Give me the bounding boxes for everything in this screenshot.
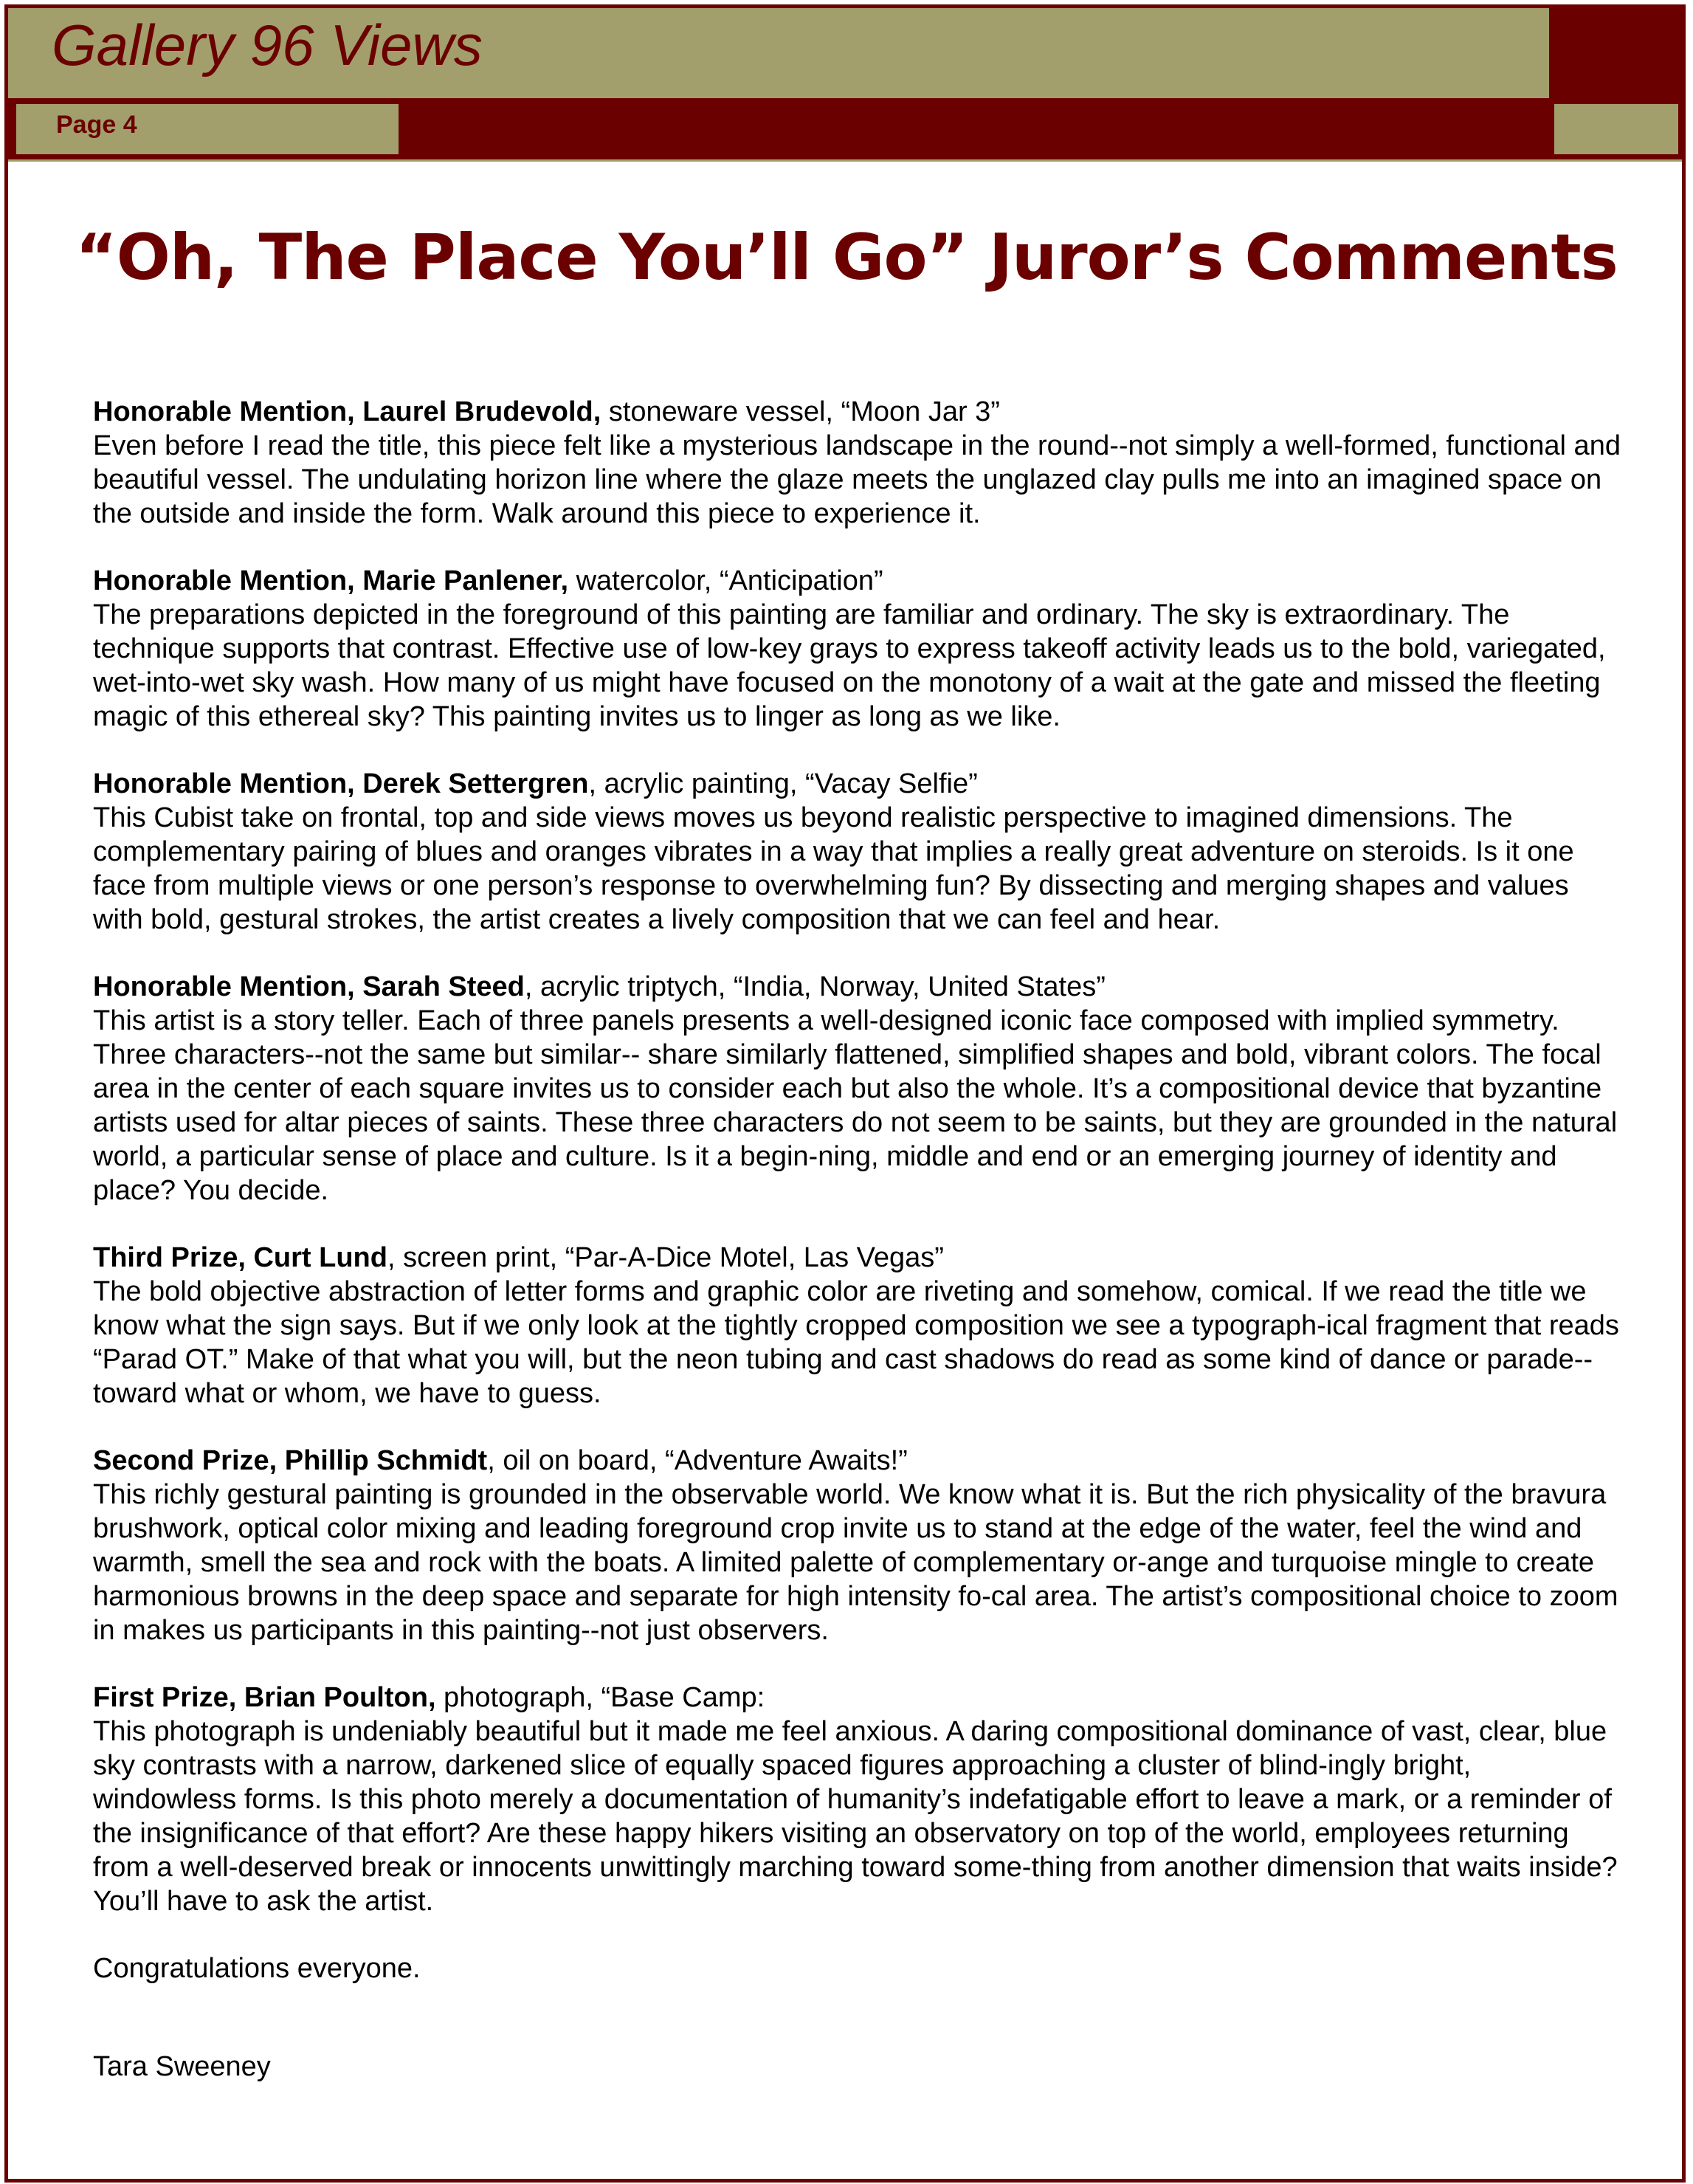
award-title: Third Prize, Curt Lund bbox=[93, 1242, 387, 1273]
juror-comment: This Cubist take on frontal, top and side views moves us beyond realistic perspective to imagined dimensions. The complementary pairing of blues and oranges vibrates in a way that implies a really great adventure on steroids. Is it one face from multiple views or one person’s response to overwhelming fun? By dissecting and merging shapes and values with bold, gestural strokes, the artist creates a lively composition that we can feel and hear. bbox=[93, 802, 1574, 935]
award-title: First Prize, Brian Poulton, bbox=[93, 1682, 436, 1713]
entry-heading bbox=[93, 970, 1621, 1004]
award-title: Honorable Mention, Marie Panlener, bbox=[93, 565, 569, 596]
header-corner-block bbox=[1549, 8, 1682, 104]
award-entry bbox=[93, 767, 1621, 937]
juror-comment: This photograph is undeniably beautiful but it made me feel anxious. A daring compositional dominance of vast, clear, blue sky contrasts with a narrow, darkened slice of equally spaced figures approaching a cluster of blind-ingly bright, windowless forms. Is this photo merely a documentation of humanity’s indefatigable effort to leave a mark, or a reminder of the insignificance of that effort? Are these happy hikers visiting an observatory on top of the world, employees returning from a well-deserved break or innocents unwittingly marching toward some-thing from another dimension that waits inside? You’ll have to ask the artist. bbox=[93, 1716, 1618, 1917]
award-entry bbox=[93, 1681, 1621, 1918]
article-body bbox=[93, 395, 1621, 2084]
juror-comment: Even before I read the title, this piece felt like a mysterious landscape in the round--not simply a well-formed, functional and beautiful vessel. The undulating horizon line where the glaze meets the unglazed clay pulls me into an imagined space on the outside and inside the form. Walk around this piece to experience it. bbox=[93, 430, 1621, 529]
award-entry bbox=[93, 970, 1621, 1208]
artwork-details: , oil on board, “Adventure Awaits!” bbox=[487, 1445, 908, 1476]
header-divider bbox=[8, 159, 1682, 162]
closing-line: Congratulations everyone. bbox=[93, 1953, 421, 1984]
award-entry bbox=[93, 1444, 1621, 1647]
award-entry bbox=[93, 564, 1621, 734]
article-title: “Oh, The Place You’ll Go” Juror’s Comments bbox=[75, 221, 1618, 294]
award-entry bbox=[93, 1241, 1621, 1410]
juror-comment: This richly gestural painting is grounded in the observable world. We know what it is. But the rich physicality of the bravura brushwork, optical color mixing and leading foreground crop invite us to stand at the edge of the water, feel the wind and warmth, smell the sea and rock with the boats. A limited palette of complementary or-ange and turquoise mingle to create harmonious browns in the deep space and separate for high intensity fo-cal area. The artist’s compositional choice to zoom in makes us participants in this painting--not just observers. bbox=[93, 1479, 1618, 1646]
award-title: Honorable Mention, Derek Settergren bbox=[93, 768, 589, 799]
entry-heading bbox=[93, 767, 1621, 801]
award-title: Second Prize, Phillip Schmidt bbox=[93, 1445, 488, 1476]
artwork-details: , acrylic painting, “Vacay Selfie” bbox=[588, 768, 978, 799]
newsletter-title: Gallery 96 Views bbox=[52, 13, 483, 77]
page-number: Page 4 bbox=[56, 111, 137, 139]
entry-heading bbox=[93, 1444, 1621, 1478]
header-corner-tab bbox=[1554, 104, 1678, 154]
artwork-details: stoneware vessel, “Moon Jar 3” bbox=[601, 396, 1000, 427]
entry-heading bbox=[93, 1241, 1621, 1275]
artwork-details: photograph, “Base Camp: bbox=[435, 1682, 765, 1713]
award-title: Honorable Mention, Laurel Brudevold, bbox=[93, 396, 601, 427]
artwork-details: , acrylic triptych, “India, Norway, United States” bbox=[524, 971, 1106, 1002]
award-title: Honorable Mention, Sarah Steed bbox=[93, 971, 525, 1002]
entry-heading bbox=[93, 395, 1621, 429]
entry-heading bbox=[93, 564, 1621, 598]
entry-heading bbox=[93, 1681, 1621, 1715]
artwork-details: , screen print, “Par-A-Dice Motel, Las Vegas” bbox=[387, 1242, 944, 1273]
award-entry bbox=[93, 395, 1621, 531]
artwork-details: watercolor, “Anticipation” bbox=[568, 565, 883, 596]
juror-comment: This artist is a story teller. Each of three panels presents a well-designed iconic face composed with implied symmetry. Three characters--not the same but similar-- share similarly flattened, simplified shapes and bold, vibrant colors. The focal area in the center of each square invites us to consider each but also the whole. It’s a compositional device that byzantine artists used for altar pieces of saints. These three characters do not seem to be saints, but they are grounded in the natural world, a particular sense of place and culture. Is it a begin-ning, middle and end or an emerging journey of identity and place? You decide. bbox=[93, 1005, 1618, 1206]
juror-comment: The bold objective abstraction of letter forms and graphic color are riveting and somehow, comical. If we read the title we know what the sign says. But if we only look at the tightly cropped composition we see a typograph-ical fragment that reads “Parad OT.” Make of that what you will, but the neon tubing and cast shadows do read as some kind of dance or parade--toward what or whom, we have to guess. bbox=[93, 1276, 1619, 1409]
juror-comment: The preparations depicted in the foreground of this painting are familiar and ordinary. The sky is extraordinary. The technique supports that contrast. Effective use of low-key grays to express takeoff activity leads us to the bold, variegated, wet-into-wet sky wash. How many of us might have focused on the monotony of a wait at the gate and missed the fleeting magic of this ethereal sky? This painting invites us to linger as long as we like. bbox=[93, 599, 1606, 732]
juror-signature: Tara Sweeney bbox=[93, 2051, 271, 2082]
